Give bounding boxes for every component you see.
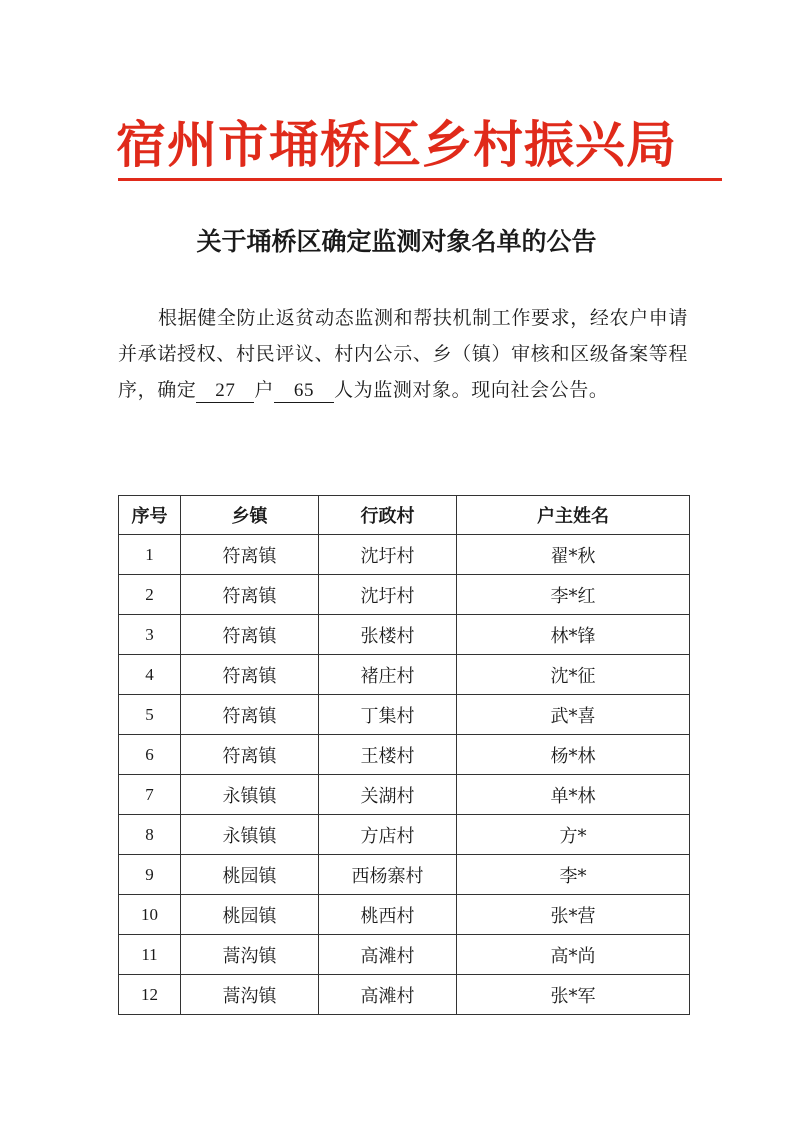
cell-household-head: 高*尚 — [457, 935, 690, 975]
notice-paragraph — [118, 300, 688, 408]
table-row — [119, 535, 690, 575]
cell-household-head: 武*喜 — [457, 695, 690, 735]
cell-village: 王楼村 — [319, 735, 457, 775]
cell-town: 符离镇 — [181, 615, 319, 655]
cell-town: 符离镇 — [181, 655, 319, 695]
table-row — [119, 575, 690, 615]
cell-village: 方店村 — [319, 815, 457, 855]
letterhead-red-rule — [118, 178, 722, 181]
cell-no: 3 — [119, 615, 181, 655]
table-row — [119, 695, 690, 735]
cell-village: 高滩村 — [319, 975, 457, 1015]
cell-household-head: 方* — [457, 815, 690, 855]
table-header-row — [119, 496, 690, 535]
cell-village: 褚庄村 — [319, 655, 457, 695]
paragraph-text-part1: 根据健全防止返贫动态监测和帮扶机制工作要求，经农户申请并承诺授权、村民评议、村内公示、乡（镇）审核和区级备案等程序，确定 — [118, 307, 688, 401]
column-header-town: 乡镇 — [181, 496, 319, 535]
table-row — [119, 775, 690, 815]
people-count: 65 — [274, 380, 334, 403]
cell-no: 10 — [119, 895, 181, 935]
cell-village: 关湖村 — [319, 775, 457, 815]
column-header-village: 行政村 — [319, 496, 457, 535]
table-row — [119, 975, 690, 1015]
agency-letterhead-title: 宿州市埇桥区乡村振兴局 — [116, 115, 677, 174]
cell-town: 符离镇 — [181, 735, 319, 775]
monitoring-list-table — [118, 495, 690, 1015]
cell-no: 1 — [119, 535, 181, 575]
cell-no: 7 — [119, 775, 181, 815]
cell-town: 蒿沟镇 — [181, 975, 319, 1015]
cell-town: 永镇镇 — [181, 815, 319, 855]
notice-title: 关于埇桥区确定监测对象名单的公告 — [196, 227, 597, 256]
households-count: 27 — [196, 380, 254, 403]
cell-no: 5 — [119, 695, 181, 735]
cell-household-head: 翟*秋 — [457, 535, 690, 575]
cell-household-head: 李*红 — [457, 575, 690, 615]
cell-town: 永镇镇 — [181, 775, 319, 815]
paragraph-text-part2: 户 — [254, 379, 275, 401]
cell-no: 9 — [119, 855, 181, 895]
cell-household-head: 李* — [457, 855, 690, 895]
cell-village: 西杨寨村 — [319, 855, 457, 895]
column-header-household-head: 户主姓名 — [457, 496, 690, 535]
cell-town: 符离镇 — [181, 575, 319, 615]
cell-household-head: 沈*征 — [457, 655, 690, 695]
cell-town: 蒿沟镇 — [181, 935, 319, 975]
cell-village: 高滩村 — [319, 935, 457, 975]
cell-village: 沈圩村 — [319, 535, 457, 575]
cell-no: 2 — [119, 575, 181, 615]
cell-town: 符离镇 — [181, 695, 319, 735]
table-row — [119, 855, 690, 895]
table-row — [119, 895, 690, 935]
cell-village: 张楼村 — [319, 615, 457, 655]
cell-household-head: 张*军 — [457, 975, 690, 1015]
column-header-no: 序号 — [119, 496, 181, 535]
cell-household-head: 单*林 — [457, 775, 690, 815]
cell-town: 符离镇 — [181, 535, 319, 575]
table-row — [119, 735, 690, 775]
cell-village: 桃西村 — [319, 895, 457, 935]
cell-village: 丁集村 — [319, 695, 457, 735]
cell-town: 桃园镇 — [181, 895, 319, 935]
cell-no: 6 — [119, 735, 181, 775]
table-row — [119, 815, 690, 855]
table-row — [119, 615, 690, 655]
table-row — [119, 935, 690, 975]
cell-household-head: 张*营 — [457, 895, 690, 935]
cell-household-head: 杨*林 — [457, 735, 690, 775]
paragraph-text-part3: 人为监测对象。现向社会公告。 — [334, 379, 609, 401]
table-row — [119, 655, 690, 695]
cell-no: 12 — [119, 975, 181, 1015]
cell-town: 桃园镇 — [181, 855, 319, 895]
cell-village: 沈圩村 — [319, 575, 457, 615]
cell-no: 8 — [119, 815, 181, 855]
cell-no: 11 — [119, 935, 181, 975]
cell-no: 4 — [119, 655, 181, 695]
cell-household-head: 林*锋 — [457, 615, 690, 655]
